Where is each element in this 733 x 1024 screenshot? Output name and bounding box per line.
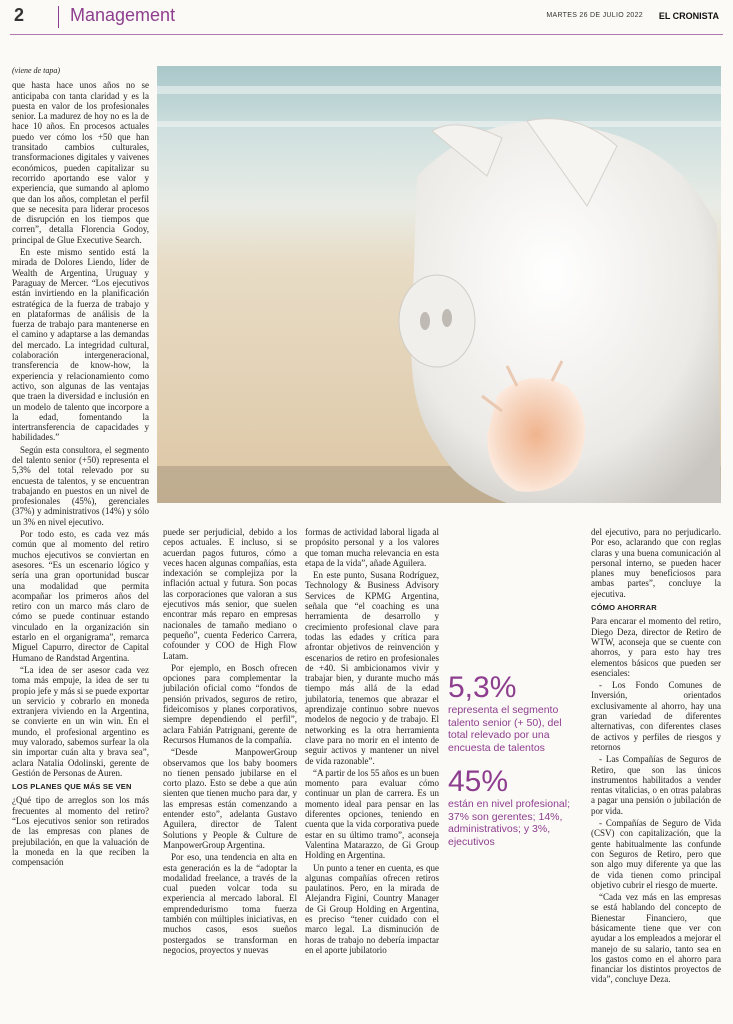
stat-value-senior-share: 5,3% xyxy=(448,671,517,704)
article-column-3 xyxy=(305,527,439,957)
stat-caption-senior-share: representa el segmento talento senior (+ 50), del total relevado por una encuesta de talentos xyxy=(448,704,562,754)
paragraph: “A partir de los 55 años es un buen momento para evaluar cómo continuar un plan de carrera. Es un momento ideal para pensar en las diferentes opciones, teniendo en cuenta que la vida corporativa puede estar en su último tramo”, aconseja Valentina Matarazzo, de Gi Group Holding en Argentina. xyxy=(305,767,439,861)
subheading: CÓMO AHORRAR xyxy=(591,603,657,613)
paragraph: Por todo esto, es cada vez más común que al momento del retiro muchos ejecutivos se conviertan en asesores. “Es un escenario lógico y sería una gran oportunidad buscar una modalidad que permita acompañar los primeros años del retiro con un marco más claro de cómo se puede continuar estando vinculado en la organización sin estarlo en el organigrama”, remarca Miguel Capurro, director de Capital Humano de Randstad Argentina. xyxy=(12,529,149,663)
subheading: LOS PLANES QUE MÁS SE VEN xyxy=(12,782,132,792)
paragraph: Por eso, una tendencia en alta en esta generación es la de “adoptar la modalidad freelance, a través de la cual pueden volcar toda su experiencia al mercado laboral. El emprendedurismo toma fuerza también con múltiples iniciativas, en muchos casos, esos sueños postergados se transforman en negocios, proyectos y nuevas xyxy=(163,852,297,955)
stat-value-professional-level: 45% xyxy=(448,765,509,798)
header-rule xyxy=(10,34,723,35)
paragraph: En este mismo sentido está la mirada de Dolores Liendo, líder de Wealth de Argentina, Uruguay y Paraguay de Mercer. “Los ejecutivos están invirtiendo en la planificación estratégica de la fuerza de trabajo y en plataformas de análisis de la fuerza de trabajo para mantenerse en el camino y adaptarse a las demandas del mercado. La integridad cultural, colaboración intergeneracional, transferencia de know-how, la experiencia y relacionamiento como activo, son algunas de las ventajas que traen la diversidad e inclusión en un modelo de talento que incorpore a la edad, fomentando la intertransferencia de capacidades y habilidades.” xyxy=(12,247,149,443)
paragraph: del ejecutivo, para no perjudicarlo. Por eso, aclarando que con reglas claras y una buena comunicación al personal interno, se pueden hacer planes muy beneficiosos para ambas partes”, concluye la ejecutiva. xyxy=(591,527,721,599)
newspaper-brand: EL CRONISTA xyxy=(658,11,719,21)
paragraph: puede ser perjudicial, debido a los cepos actuales. E incluso, si se acuerdan pagos futuros, cómo a veces hacen algunas compañías, esta indexación se complejiza por la inflación actual y futura. Son pocas las corporaciones que valoran a sus ejecutivos más senior, que suelen encontrar más reparo en empresas nacionales de tamaño mediano o pequeño”, cuenta Federico Carrera, cofounder y COO de High Flow Latam. xyxy=(163,527,297,661)
continued-kicker: (viene de tapa) xyxy=(12,66,60,75)
paragraph: “Cada vez más en las empresas se está hablando del concepto de Bienestar Financiero, que básicamente tiene que ver con ayudar a los empleados a mejorar el manejo de su salario, tanto sea en los gastos como en el ahorro para financiar los distintos proyectos de vida”, concluye Deza. xyxy=(591,892,721,985)
page-header xyxy=(0,0,733,36)
stat-caption-professional-level: están en nivel profesional; 37% son gerentes; 14%, administrativos; y 3%, ejecutivos xyxy=(448,798,570,848)
page-number: 2 xyxy=(14,5,25,25)
paragraph: Para encarar el momento del retiro, Diego Deza, director de Retiro de WTW, aconseja que se cuente con ahorros, y para esto hay tres elementos básicos que pueden ser esenciales: xyxy=(591,616,721,678)
header-divider xyxy=(58,6,59,28)
paragraph: que hasta hace unos años no se anticipaba con tanta claridad y es la puesta en valor de los profesionales senior. La madurez de hoy no es la de hace 10 años. En procesos actuales puedo ver cómo los +50 que han transitado cambios culturales, transformaciones digitales y vaivenes económicos, pueden capitalizar su recorrido aportando ese valor y experiencia, que sumando al aplomo que dan los años, completan el perfil que se necesita para liderar procesos de disrupción en los tiempos que corren”, detalla Florencia Godoy, principal de Glue Executive Search. xyxy=(12,80,149,245)
paragraph: - Los Fondo Comunes de Inversión, orientados exclusivamente al ahorro, hay una gran variedad de diferentes alternativas, con diferentes clases de activos y perfiles de riesgos y retornos xyxy=(591,680,721,752)
paragraph: formas de actividad laboral ligada al propósito personal y a los valores que toman mucha relevancia en esta etapa de la vida”, añade Aguilera. xyxy=(305,527,439,568)
paragraph: “Desde ManpowerGroup observamos que los baby boomers no tienen pensado jubilarse en el corto plazo. Esto se debe a que aún sienten que tienen mucho para dar, y las empresas están comenzando a entender esto”, adelanta Gustavo Aguilera, director de Talent Solutions y People & Culture de ManpowerGroup Argentina. xyxy=(163,747,297,850)
article-column-5 xyxy=(591,527,721,987)
stats-sidebar xyxy=(448,672,578,860)
article-column-1 xyxy=(12,66,149,870)
paragraph: ¿Qué tipo de arreglos son los más frecuentes al momento del retiro? “Los ejecutivos senior son retirados de las empresas con planes de prejubilación, en que la valuación de la moneda en la que reciben la compensación xyxy=(12,795,149,868)
paragraph: - Compañías de Seguro de Vida (CSV) con capitalización, que la gente habitualmente las confunde con Seguros de Retiro, pero que son algo muy diferente ya que las de vida tienen como principal objetivo cubrir el riesgo de muerte. xyxy=(591,818,721,890)
piggy-bank-photo xyxy=(157,66,721,503)
section-title: Management xyxy=(70,5,176,25)
issue-date: MARTES 26 DE JULIO 2022 xyxy=(546,12,643,19)
paragraph: - Las Compañías de Seguros de Retiro, que son las únicos instrumentos habilitados a vender rentas vitalicias, o en otras palabras a pagar una pensión o jubilación de por vida. xyxy=(591,754,721,816)
paragraph: Por ejemplo, en Bosch ofrecen opciones para complementar la jubilación oficial como “fondos de pensión privados, seguros de retiro, fideicomisos y planes corporativos, siempre dependiendo el perfil”, aclara Fabián Patrignani, gerente de Recursos Humanos de la compañía. xyxy=(163,662,297,745)
article-column-2 xyxy=(163,527,297,957)
paragraph: “La idea de ser asesor cada vez toma más empuje, la idea de ser tu propio jefe y más si se puede exportar un servicio y cobrarlo en moneda extranjera viviendo en la Argentina, se convierte en un win win. En el mundo, el profesional argentino es muy valorado, sabemos surfear la ola sin importar cuán alta y brava sea”, aclara Natalia Odolinski, gerente de Gestión de Personas de Auren. xyxy=(12,664,149,778)
paragraph: Un punto a tener en cuenta, es que algunas compañías ofrecen retiros paulatinos. Pero, en la mirada de Alejandra Figini, Country Manager de Gi Group Holding en Argentina, es preciso “tener cuidado con el marco legal. La disminución de horas de trabajo no debería impactar en el aporte jubilatorio xyxy=(305,862,439,955)
paragraph: Según esta consultora, el segmento del talento senior (+50) representa el 5,3% del total relevado por su encuesta de talentos, y se encuentran trabajando en puestos en un nivel de profesionales (45%), gerenciales (37%) y administrativos (14%) y sólo un 3% en nivel ejecutivo. xyxy=(12,444,149,527)
paragraph: En este punto, Susana Rodríguez, Technology & Business Advisory Services de KPMG Argentina, señala que “el coaching es una herramienta de desarrollo y crecimiento profesional clave para todas las edades y crítica para afrontar objetivos de reinvención y escenarios de retiro en profesionales de +40. Si ambicionamos vivir y trabajar bien, y durante mucho más tiempo más allá de la edad jubilatoria, tenemos que abrazar el aprendizaje continuo sobre nuevos modelos de negocio y de trabajo. El networking es la otra herramienta clave para no morir en el intento de seguir activos y mantener un nivel de vida razonable”. xyxy=(305,570,439,766)
